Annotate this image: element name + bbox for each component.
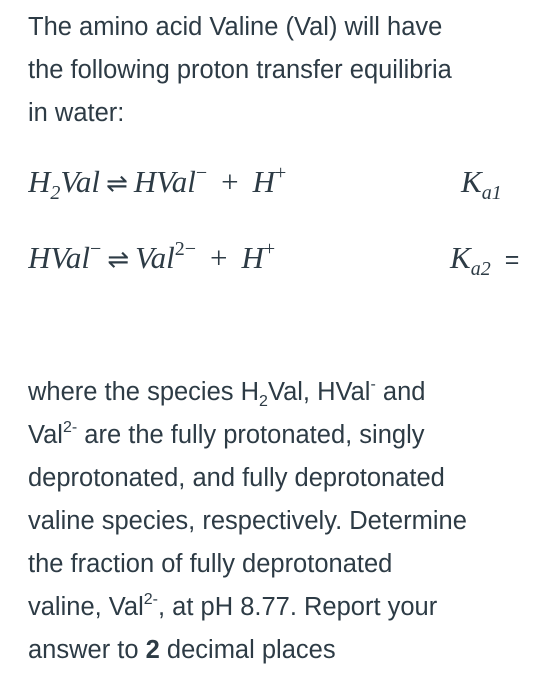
question-line-2: [28, 414, 533, 457]
question-paragraph: [28, 371, 533, 672]
eq1-reactant-rest: Val: [60, 164, 101, 199]
question-text: where the species H: [28, 378, 260, 406]
equilibrium-1-equation: [28, 160, 286, 204]
question-line-7: [28, 629, 533, 672]
equilibrium-2-equation: [28, 236, 275, 280]
equilibrium-2: [28, 236, 545, 280]
eq2-reactant-charge: −: [90, 238, 102, 260]
eq1-product-charge: −: [195, 162, 208, 184]
question-text: decimal places: [159, 636, 336, 664]
question-text: , at pH 8.77. Report your: [158, 593, 438, 621]
question-text: and: [375, 378, 426, 406]
question-text: Val, HVal: [267, 378, 371, 406]
equilibrium-arrow-icon: ⇌: [107, 245, 130, 275]
question-line-5: the fraction of fully deprotonated: [28, 550, 393, 578]
eq1-k-subscript: a1: [481, 182, 502, 204]
superscript: -: [370, 376, 376, 393]
question-text: Val: [28, 421, 63, 449]
eq2-k-subscript: a2: [470, 258, 491, 280]
intro-line-3: in water:: [28, 99, 125, 127]
question-line-4: valine species, respectively. Determine: [28, 507, 467, 535]
intro-paragraph: [28, 6, 533, 135]
eq2-plus: +: [209, 240, 228, 275]
decimal-places-count: 2: [145, 636, 160, 664]
equilibrium-1-constant: [461, 160, 516, 204]
question-line-6: [28, 586, 533, 629]
question-text: answer to: [28, 636, 146, 664]
eq2-product-base: Val: [135, 240, 175, 275]
intro-line-2: the following proton transfer equilibria: [28, 56, 452, 84]
eq1-k-base: K: [461, 164, 482, 199]
eq1-reactant-base: H: [28, 164, 51, 199]
question-line-1: [28, 371, 533, 414]
equilibrium-arrow-icon: ⇌: [106, 169, 128, 199]
equilibrium-1: [28, 160, 545, 204]
superscript: 2-: [143, 591, 158, 608]
equilibrium-2-constant: [450, 236, 519, 280]
eq1-proton-charge: +: [274, 162, 287, 184]
question-line-3: deprotonated, and fully deprotonated: [28, 464, 445, 492]
eq2-product-charge: 2−: [174, 238, 196, 260]
question-text: are the fully protonated, singly: [77, 421, 425, 449]
eq2-proton-base: H: [241, 240, 264, 275]
subscript: 2: [259, 393, 268, 410]
eq1-product-base: HVal: [133, 164, 196, 199]
question-text: valine, Val: [28, 593, 144, 621]
intro-line-1: The amino acid Valine (Val) will have: [28, 13, 443, 41]
eq2-reactant-base: HVal: [28, 240, 90, 275]
eq1-reactant-subscript: 2: [50, 182, 61, 204]
eq1-proton-base: H: [252, 164, 275, 199]
eq2-k-trail: =: [504, 246, 520, 274]
superscript: 2-: [62, 419, 78, 436]
eq1-plus: +: [221, 164, 239, 199]
eq2-k-base: K: [450, 240, 471, 275]
eq2-proton-charge: +: [263, 238, 276, 260]
